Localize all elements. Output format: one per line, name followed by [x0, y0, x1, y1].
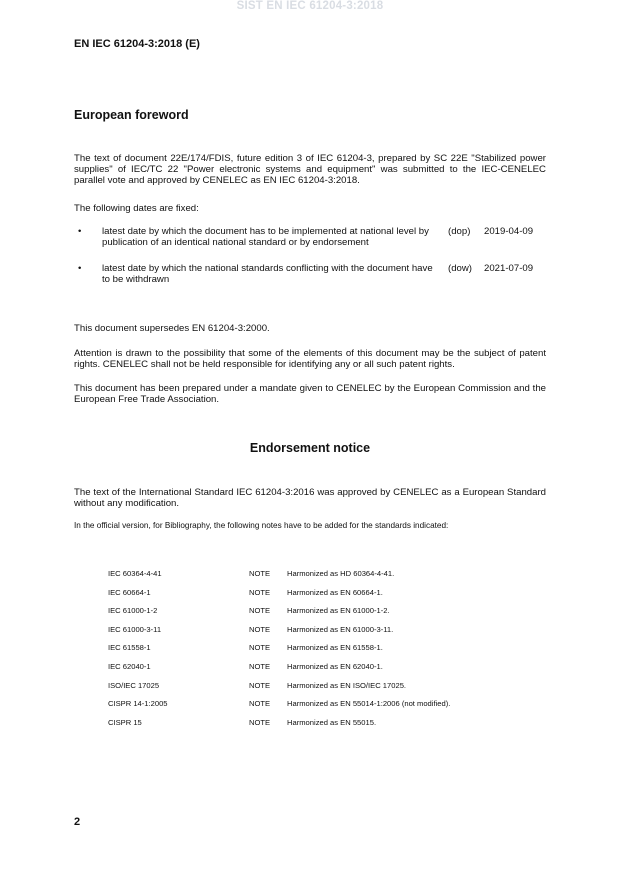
bullet-icon: •	[78, 226, 82, 237]
notes-list	[108, 569, 528, 736]
note-label: NOTE	[249, 680, 271, 690]
note-text: Harmonized as EN 55014-1:2006 (not modified).	[287, 699, 451, 709]
note-text: Harmonized as EN 60664-1.	[287, 587, 383, 597]
date-item-value: 2019-04-09	[484, 226, 534, 237]
foreword-paragraph: The text of document 22E/174/FDIS, future edition 3 of IEC 61204-3, prepared by SC 22E "Stabilized power supplies" of IEC/TC 22 "Power electronic systems and equipment" was submitted to the IEC-CENELEC parallel vote and approved by CENELEC as EN IEC 61204-3:2018.	[74, 153, 546, 187]
note-row	[108, 662, 528, 681]
note-label: NOTE	[249, 569, 271, 578]
note-row	[108, 625, 528, 644]
notes-intro: In the official version, for Bibliography, the following notes have to be added for the standards indicated:	[74, 521, 449, 530]
note-row	[108, 718, 528, 737]
watermark-header: SIST EN IEC 61204-3:2018	[236, 0, 384, 12]
date-item-value: 2021-07-09	[484, 263, 534, 274]
note-standard: IEC 62040-1	[108, 661, 151, 671]
date-item-abbr: (dop)	[448, 226, 471, 237]
note-row	[108, 606, 528, 625]
date-item-text: latest date by which the document has to be implemented at national level by publication of an identical national standard or by endorsement	[102, 226, 429, 249]
endorsement-paragraph: The text of the International Standard IEC 61204-3:2016 was approved by CENELEC as a European Standard without any modification.	[74, 487, 546, 510]
supersedes-paragraph: This document supersedes EN 61204-3:2000.	[74, 323, 270, 334]
note-text: Harmonized as EN 61000-1-2.	[287, 606, 390, 616]
date-item-abbr: (dow)	[448, 263, 472, 274]
document-id: EN IEC 61204-3:2018 (E)	[74, 38, 200, 50]
note-text: Harmonized as EN 55015.	[287, 717, 377, 727]
note-standard: CISPR 14-1:2005	[108, 699, 168, 709]
note-label: NOTE	[249, 643, 271, 653]
note-text: Harmonized as EN 61558-1.	[287, 643, 383, 653]
note-row	[108, 681, 528, 700]
note-text: Harmonized as EN ISO/IEC 17025.	[287, 680, 407, 690]
note-row	[108, 588, 528, 607]
note-text: Harmonized as EN 62040-1.	[287, 661, 383, 671]
date-item-text: latest date by which the national standards conflicting with the document have to be withdrawn	[102, 263, 433, 286]
note-row	[108, 699, 528, 718]
dates-intro: The following dates are fixed:	[74, 203, 199, 214]
patent-paragraph: Attention is drawn to the possibility that some of the elements of this document may be the subject of patent rights. CENELEC shall not be held responsible for identifying any or all such patent rights.	[74, 348, 546, 371]
note-standard: IEC 60364-4-41	[108, 569, 162, 578]
page-number: 2	[74, 816, 81, 828]
note-text: Harmonized as HD 60364-4-41.	[287, 569, 395, 578]
note-row	[108, 569, 528, 588]
note-label: NOTE	[249, 717, 271, 727]
note-row	[108, 643, 528, 662]
note-standard: ISO/IEC 17025	[108, 680, 160, 690]
note-label: NOTE	[249, 587, 271, 597]
note-standard: IEC 61558-1	[108, 643, 151, 653]
note-standard: IEC 60664-1	[108, 587, 151, 597]
note-standard: CISPR 15	[108, 717, 142, 727]
foreword-title: European foreword	[74, 108, 189, 122]
note-label: NOTE	[249, 624, 271, 634]
bullet-icon: •	[78, 263, 82, 274]
note-label: NOTE	[249, 699, 271, 709]
note-text: Harmonized as EN 61000-3-11.	[287, 624, 394, 634]
note-label: NOTE	[249, 661, 271, 671]
mandate-paragraph: This document has been prepared under a mandate given to CENELEC by the European Commission and the European Free Trade Association.	[74, 383, 546, 406]
endorsement-title: Endorsement notice	[249, 441, 371, 455]
note-standard: IEC 61000-1-2	[108, 606, 158, 616]
note-standard: IEC 61000-3-11	[108, 624, 162, 634]
note-label: NOTE	[249, 606, 271, 616]
